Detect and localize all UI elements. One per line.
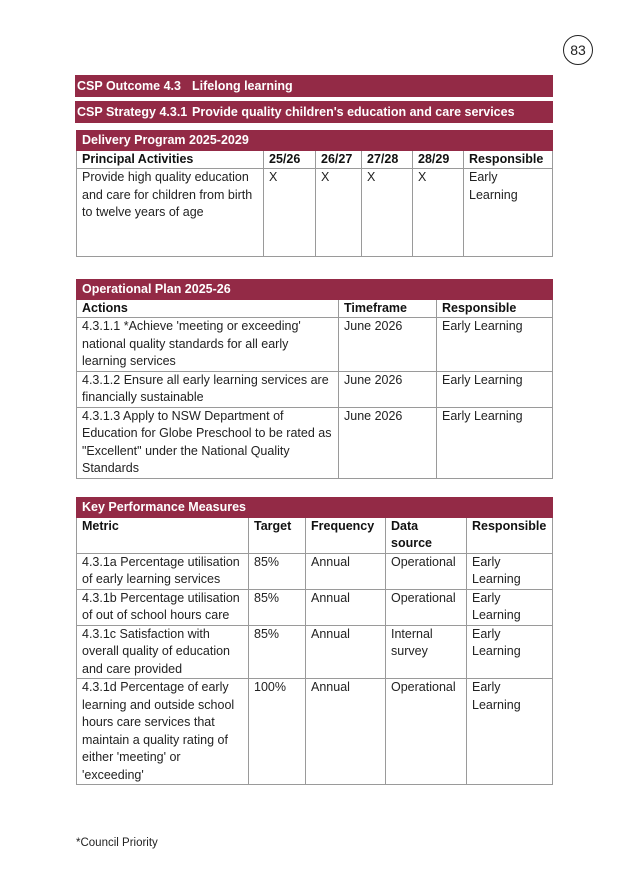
table-cell: Early Learning [467,679,553,785]
table-row [77,553,553,589]
table-cell: June 2026 [339,371,437,407]
column-header: Data source [386,517,467,553]
table-cell: Early Learning [464,169,553,257]
outcome-code: CSP Outcome 4.3 [77,79,181,93]
column-header: Timeframe [339,299,437,318]
table-cell: 4.3.1.1 *Achieve 'meeting or exceeding' national quality standards for all early learning services [77,318,339,372]
strategy-title: Provide quality children's education and care services [192,105,515,119]
operational-plan-title: Operational Plan 2025-26 [77,280,553,300]
table-cell: Early Learning [437,407,553,478]
table-cell: X [362,169,413,257]
table-cell: Annual [306,589,386,625]
table-cell: 4.3.1c Satisfaction with overall quality of education and care provided [77,625,249,679]
table-cell: Annual [306,625,386,679]
table-cell: 4.3.1.3 Apply to NSW Department of Education for Globe Preschool to be rated as "Excellent" under the National Quality Standards [77,407,339,478]
table-cell: X [316,169,362,257]
column-header: Actions [77,299,339,318]
column-header: 25/26 [264,150,316,169]
table-cell: 100% [249,679,306,785]
table-cell: Annual [306,679,386,785]
table-cell: 85% [249,553,306,589]
table-cell: June 2026 [339,407,437,478]
delivery-program-title: Delivery Program 2025-2029 [77,131,553,151]
column-header: Responsible [467,517,553,553]
table-cell: X [264,169,316,257]
table-cell: Operational [386,589,467,625]
table-cell: Early Learning [437,371,553,407]
column-header: 26/27 [316,150,362,169]
column-header: Frequency [306,517,386,553]
operational-plan-table [76,279,553,479]
table-cell: Early Learning [437,318,553,372]
column-header: Responsible [464,150,553,169]
outcome-title: Lifelong learning [192,79,293,93]
table-row [77,625,553,679]
footnote: *Council Priority [76,837,158,849]
column-header: Responsible [437,299,553,318]
column-header: 28/29 [413,150,464,169]
kpm-table [76,497,553,785]
table-cell: 85% [249,625,306,679]
table-cell: Annual [306,553,386,589]
delivery-program-table [76,130,553,257]
table-row [77,371,553,407]
column-header: 27/28 [362,150,413,169]
page-number: 83 [563,35,593,65]
table-row [77,169,553,257]
table-cell: 4.3.1b Percentage utilisation of out of school hours care [77,589,249,625]
kpm-title: Key Performance Measures [77,498,553,518]
strategy-band [75,101,553,123]
strategy-code: CSP Strategy 4.3.1 [77,105,188,119]
table-row [77,679,553,785]
table-cell: Early Learning [467,625,553,679]
table-cell: 85% [249,589,306,625]
outcome-band [75,75,553,97]
table-cell: X [413,169,464,257]
table-cell: Internal survey [386,625,467,679]
table-cell: Operational [386,679,467,785]
table-cell: 4.3.1.2 Ensure all early learning services are financially sustainable [77,371,339,407]
column-header: Metric [77,517,249,553]
table-cell: Operational [386,553,467,589]
column-header: Target [249,517,306,553]
table-cell: 4.3.1d Percentage of early learning and outside school hours care services that maintain a quality rating of either 'meeting' or 'exceeding' [77,679,249,785]
column-header: Principal Activities [77,150,264,169]
table-row [77,589,553,625]
table-row [77,318,553,372]
table-row [77,407,553,478]
table-cell: Provide high quality education and care for children from birth to twelve years of age [77,169,264,257]
table-cell: June 2026 [339,318,437,372]
table-cell: Early Learning [467,589,553,625]
table-cell: Early Learning [467,553,553,589]
table-cell: 4.3.1a Percentage utilisation of early learning services [77,553,249,589]
